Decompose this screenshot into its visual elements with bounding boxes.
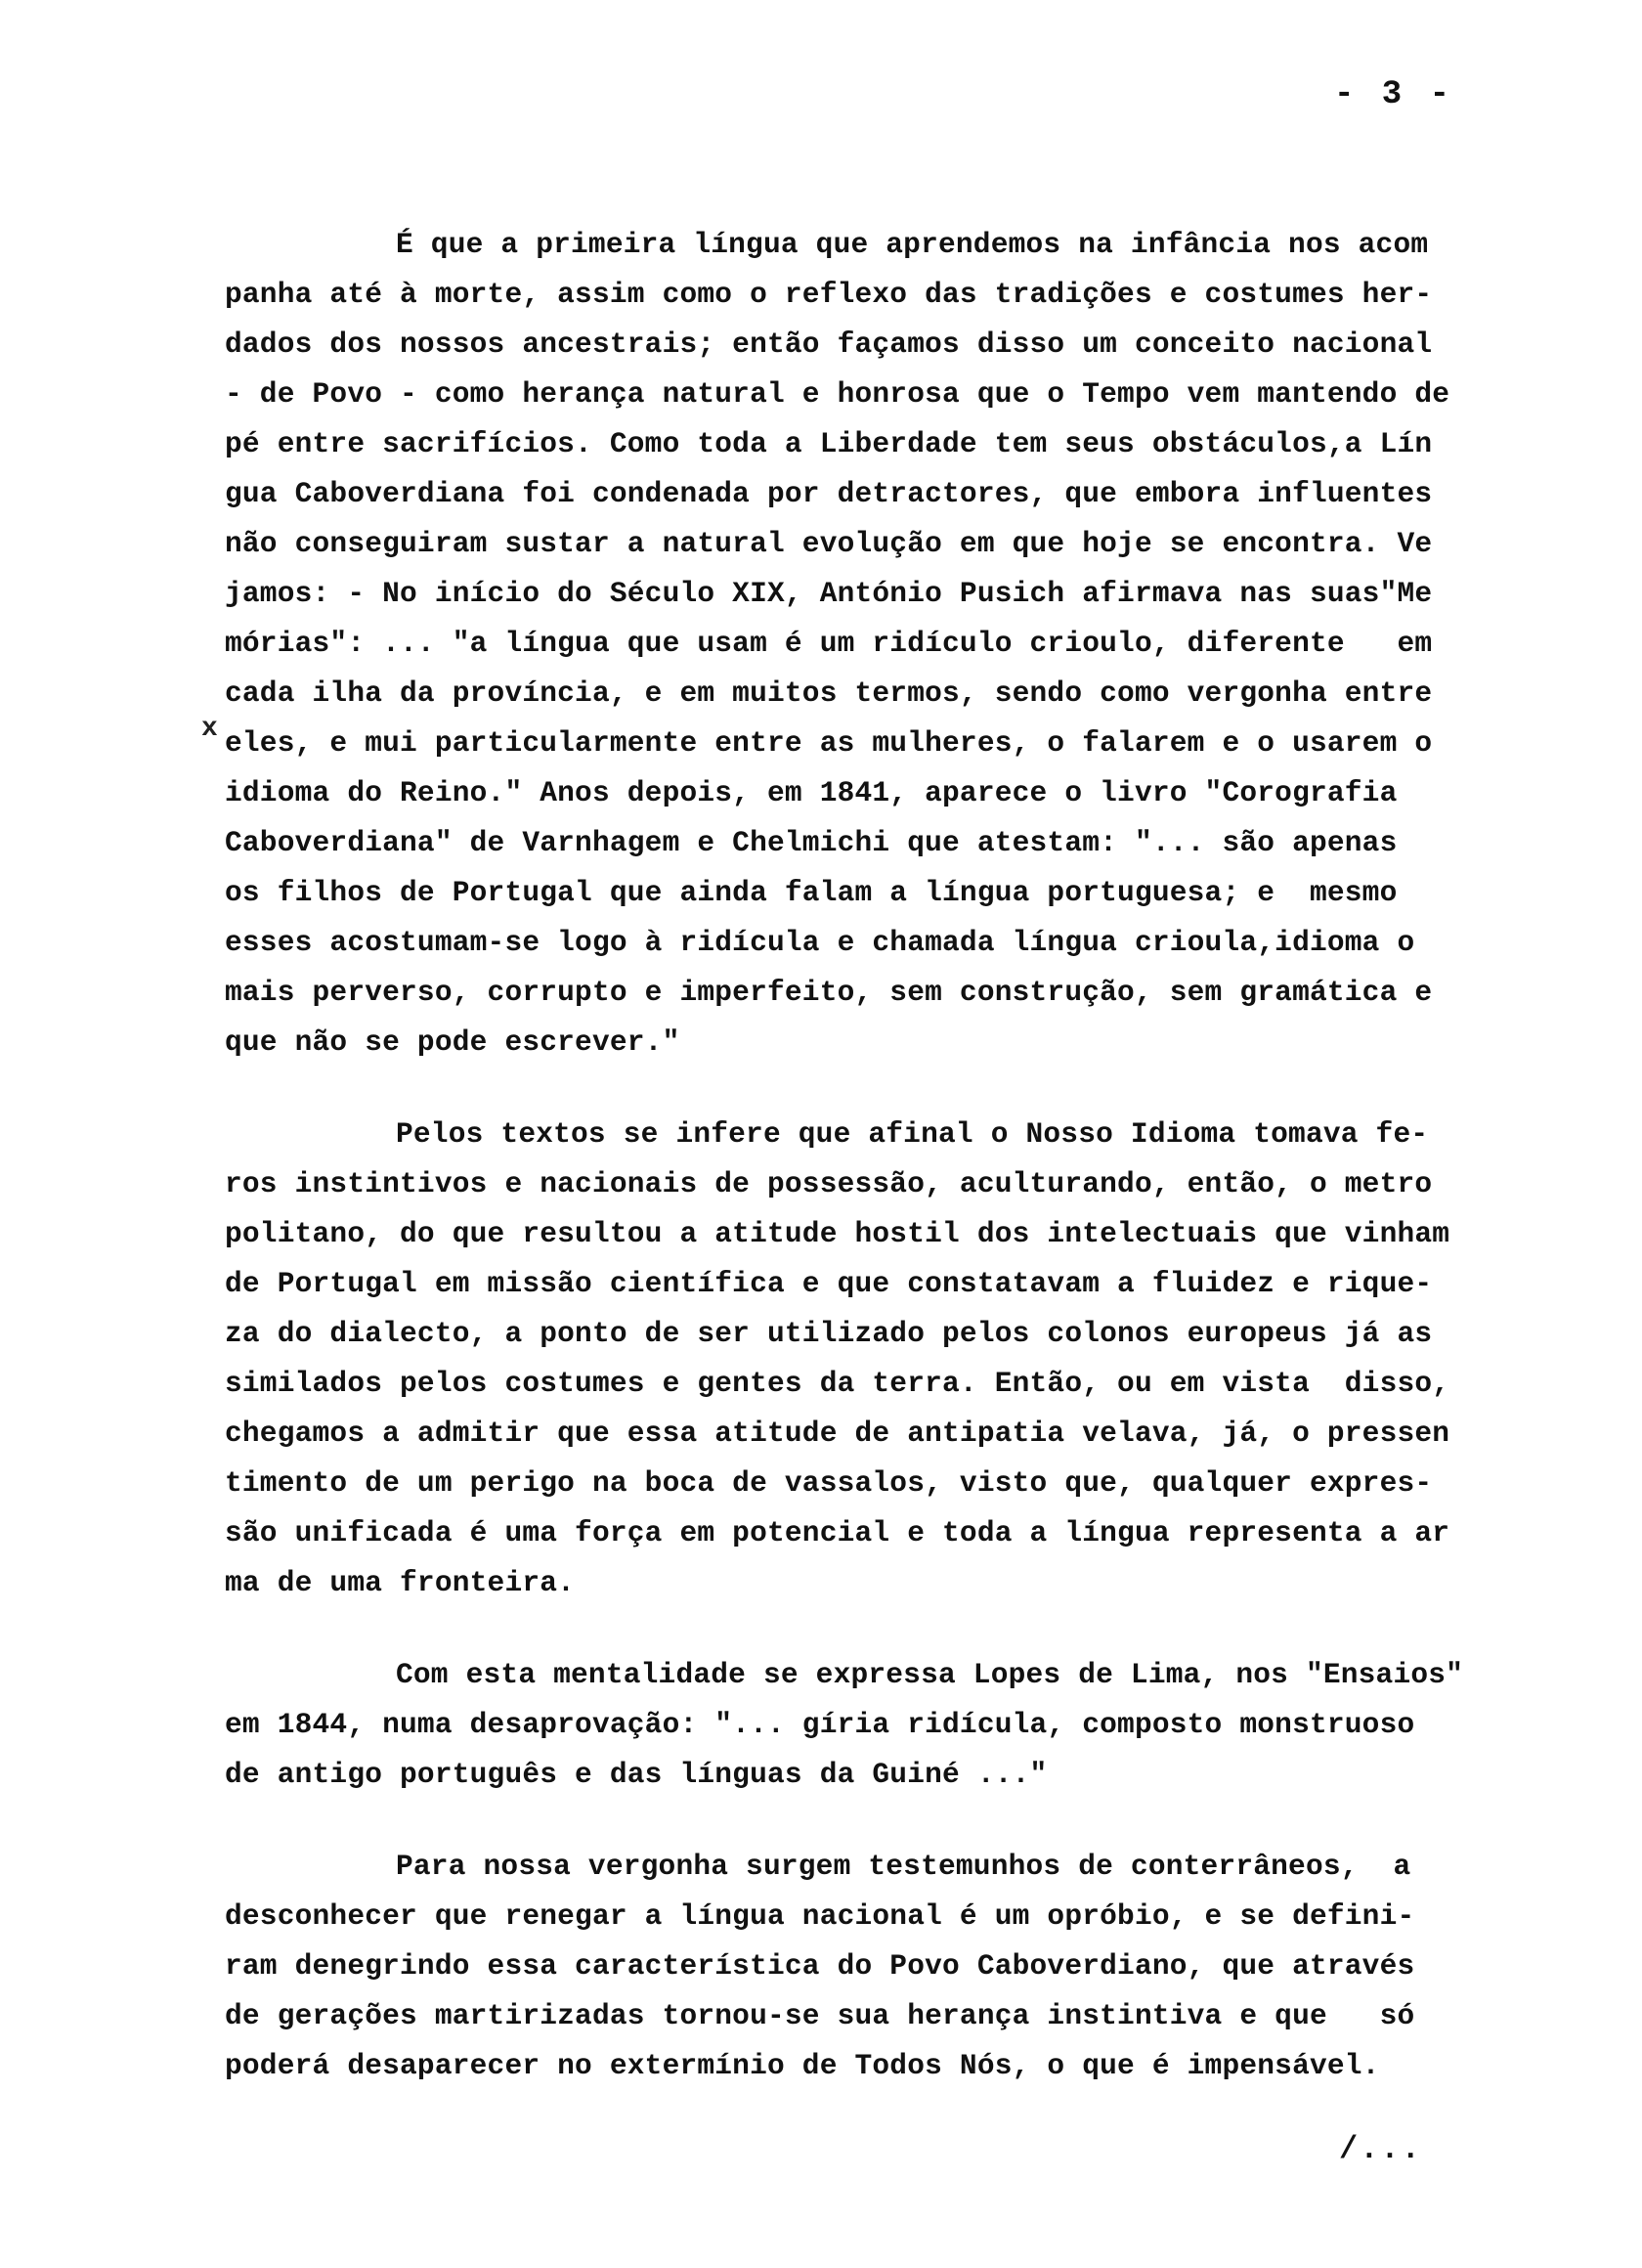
text-line: poderá desaparecer no extermínio de Todos Nós, o que é impensável. [225,2049,1380,2082]
text-line: dados dos nossos ancestrais; então façamos disso um conceito nacional [225,327,1433,361]
text-line: ma de uma fronteira. [225,1566,576,1599]
body-text [225,220,1464,2091]
text-line: jamos: - No início do Século XIX, António Pusich afirmava nas suas"Me [225,577,1433,610]
text-line: gua Caboverdiana foi condenada por detractores, que embora influentes [225,477,1433,510]
text-line: chegamos a admitir que essa atitude de antipatia velava, já, o pressen [225,1417,1450,1450]
text-line: politano, do que resultou a atitude hostil dos intelectuais que vinham [225,1217,1450,1250]
text-line: mais perverso, corrupto e imperfeito, sem construção, sem gramática e [225,976,1433,1009]
text-line: de Portugal em missão científica e que constatavam a fluidez e rique- [225,1267,1433,1300]
paragraph-4 [225,1842,1427,2091]
text-line: mórias": ... "a língua que usam é um ridículo crioulo, diferente em [225,627,1433,660]
continuation-mark: /... [1339,2131,1422,2167]
text-line: similados pelos costumes e gentes da terra. Então, ou em vista disso, [225,1367,1450,1400]
text-line: não conseguiram sustar a natural evolução em que hoje se encontra. Ve [225,527,1433,560]
paragraph-gap [225,1608,1427,1650]
paragraph-1 [225,220,1450,1068]
text-line: esses acostumam-se logo à ridícula e chamada língua crioula,idioma o [225,926,1415,959]
paragraph-gap [225,1800,1427,1842]
margin-mark: x [201,714,218,744]
text-line: idioma do Reino." Anos depois, em 1841, aparece o livro "Corografia [225,776,1398,809]
page-number: - 3 - [1334,76,1454,113]
text-line: eles, e mui particularmente entre as mulheres, o falarem e o usarem o [225,726,1433,760]
text-line: timento de um perigo na boca de vassalos, visto que, qualquer expres- [225,1466,1433,1500]
text-line: de gerações martirizadas tornou-se sua herança instintiva e que só [225,1999,1415,2032]
paragraph-gap [225,1068,1427,1110]
text-line: em 1844, numa desaprovação: "... gíria ridícula, composto monstruoso [225,1708,1415,1741]
text-line: que não se pode escrever." [225,1025,680,1059]
text-line: za do dialecto, a ponto de ser utilizado pelos colonos europeus já as [225,1317,1433,1350]
text-line: ros instintivos e nacionais de possessão, aculturando, então, o metro [225,1167,1433,1200]
text-line: desconhecer que renegar a língua nacional é um opróbio, e se defini- [225,1899,1415,1933]
text-line: são unificada é uma força em potencial e toda a língua representa a ar [225,1516,1450,1549]
paragraph-2 [225,1110,1450,1608]
text-line: cada ilha da província, e em muitos termos, sendo como vergonha entre [225,676,1433,710]
text-line: - de Povo - como herança natural e honrosa que o Tempo vem mantendo de [225,377,1450,411]
text-line: panha até à morte, assim como o reflexo das tradições e costumes her- [225,278,1433,311]
text-line: Caboverdiana" de Varnhagem e Chelmichi que atestam: "... são apenas [225,826,1398,859]
text-line: Para nossa vergonha surgem testemunhos de conterrâneos, a [396,1850,1411,1883]
text-line: de antigo português e das línguas da Guiné ..." [225,1758,1048,1791]
text-line: ram denegrindo essa característica do Povo Caboverdiano, que através [225,1949,1415,1983]
text-line: os filhos de Portugal que ainda falam a língua portuguesa; e mesmo [225,876,1398,909]
paragraph-3 [225,1650,1464,1800]
text-line: É que a primeira língua que aprendemos na infância nos acom [396,228,1429,261]
text-line: Pelos textos se infere que afinal o Nosso Idioma tomava fe- [396,1117,1429,1151]
text-line: Com esta mentalidade se expressa Lopes de Lima, nos "Ensaios" [396,1658,1464,1691]
text-line: pé entre sacrifícios. Como toda a Liberdade tem seus obstáculos,a Lín [225,427,1433,460]
